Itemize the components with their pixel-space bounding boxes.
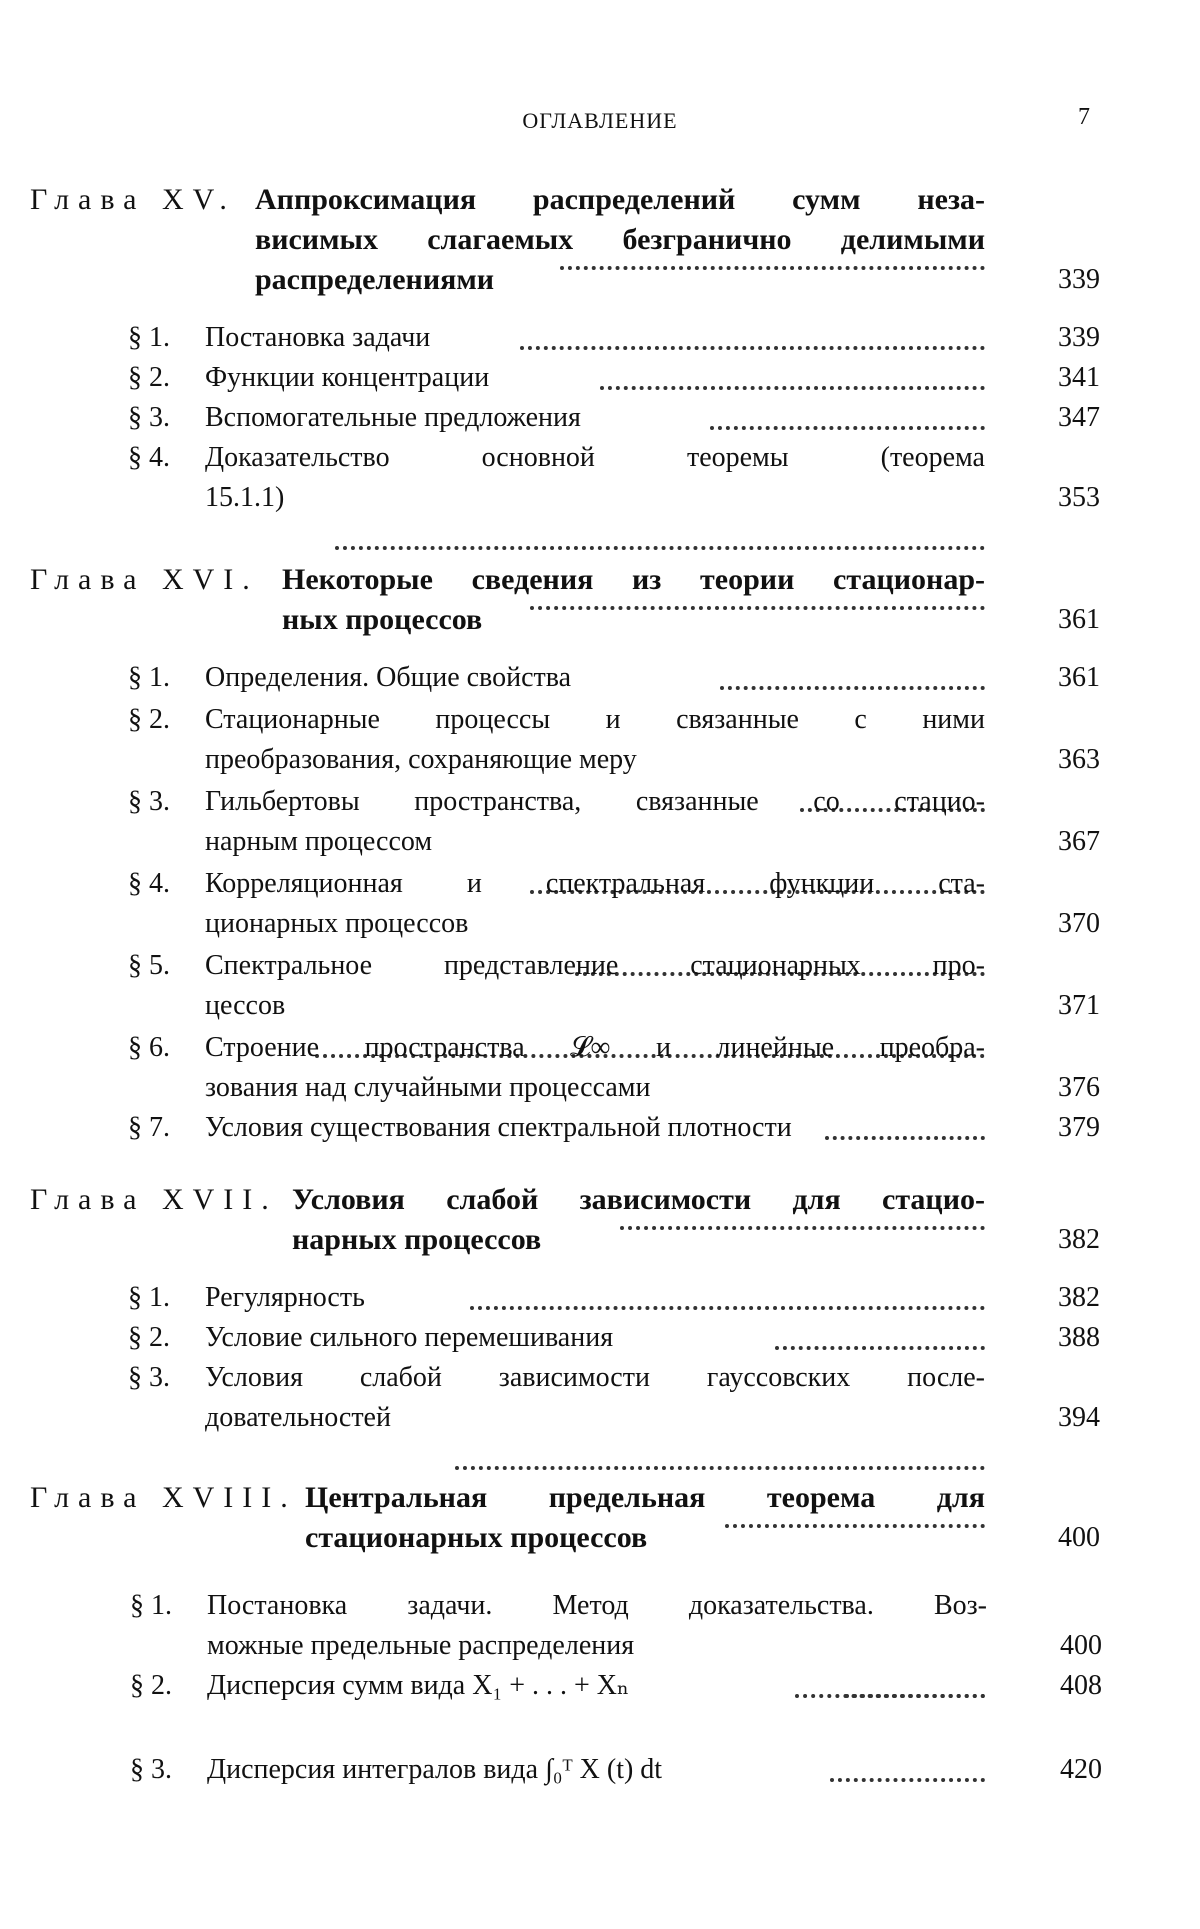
- dot-leader: [830, 1772, 985, 1782]
- toc-section: [0, 1278, 1200, 1318]
- dot-leader: [560, 260, 985, 270]
- chapter-xviii: [0, 1478, 1200, 1558]
- chapter-heading: [0, 560, 1200, 640]
- page-ref: 394: [1058, 1402, 1100, 1433]
- dot-leader: [470, 1300, 985, 1310]
- chapter-heading: [0, 1478, 1200, 1558]
- section-number: § 2.: [130, 1670, 172, 1701]
- section-title: Регулярность: [205, 1282, 365, 1313]
- section-number: § 5.: [128, 950, 170, 981]
- section-title-line: зования над случайными процессами: [205, 1072, 651, 1103]
- toc-section: [0, 1358, 1200, 1438]
- page-ref: 408: [1060, 1670, 1102, 1701]
- chapter-title-line: висимых слагаемых безгранично делимыми: [255, 223, 985, 256]
- toc-section: [0, 946, 1200, 1026]
- section-title: Условия существования спектральной плотности: [205, 1112, 792, 1143]
- toc-section: [0, 700, 1200, 780]
- dot-leader: [775, 1340, 985, 1350]
- section-number: § 7.: [128, 1112, 170, 1143]
- section-number: § 3.: [128, 786, 170, 817]
- toc-section: [0, 1750, 1200, 1790]
- section-title: Постановка задачи: [205, 322, 431, 353]
- section-title-line: преобразования, сохраняющие меру: [205, 744, 637, 775]
- section-number: § 1.: [128, 662, 170, 693]
- dot-leader: [725, 1518, 985, 1528]
- dot-leader: [710, 420, 985, 430]
- toc-section: [0, 1586, 1200, 1666]
- section-number: § 1.: [128, 1282, 170, 1313]
- chapter-heading: [0, 180, 1200, 300]
- page-ref: 347: [1058, 402, 1100, 433]
- chapter-xvii: [0, 1180, 1200, 1260]
- dot-leader: [335, 540, 985, 550]
- section-number: § 1.: [130, 1590, 172, 1621]
- section-number: § 2.: [128, 362, 170, 393]
- toc-section: [0, 1318, 1200, 1358]
- page-ref: 367: [1058, 826, 1100, 857]
- section-number: § 2.: [128, 704, 170, 735]
- section-title-line: Гильбертовы пространства, связанные со стацио-: [205, 786, 985, 817]
- section-title-line: 15.1.1): [205, 482, 285, 513]
- dot-leader: [620, 1220, 985, 1230]
- toc-section: [0, 658, 1200, 698]
- toc-section: [0, 398, 1200, 438]
- chapter-title-line: нарных процессов: [292, 1223, 542, 1256]
- section-title math-line: Дисперсия сумм вида X₁ + . . . + Xₙ: [207, 1670, 630, 1701]
- toc-section: [0, 1028, 1200, 1108]
- page-ref: 361: [1058, 604, 1100, 635]
- page-number: 7: [1078, 104, 1090, 130]
- section-title: Условие сильного перемешивания: [205, 1322, 614, 1353]
- dot-leader: [530, 600, 985, 610]
- chapter-title-line: Аппроксимация распределений сумм неза-: [255, 183, 985, 216]
- dot-leader: [455, 1460, 985, 1470]
- page-ref: 382: [1058, 1282, 1100, 1313]
- section-number: § 6.: [128, 1032, 170, 1063]
- toc-section: [0, 438, 1200, 518]
- dot-leader: [600, 380, 985, 390]
- section-title-line: Стационарные процессы и связанные с ними: [205, 704, 985, 735]
- section-title-line: Постановка задачи. Метод доказательства. Воз-: [207, 1590, 987, 1621]
- section-title-line: Корреляционная и спектральная функции ста-: [205, 868, 985, 899]
- toc-section: [0, 358, 1200, 398]
- section-title: Определения. Общие свойства: [205, 662, 572, 693]
- page-ref: 400: [1060, 1630, 1102, 1661]
- chapter-label: Глава XV.: [30, 183, 236, 216]
- chapter-title-line: Условия слабой зависимости для стацио-: [292, 1183, 985, 1216]
- chapter-title-line: Центральная предельная теорема для: [305, 1481, 985, 1514]
- section-number: § 4.: [128, 442, 170, 473]
- section-title-line: Доказательство основной теоремы (теорема: [205, 442, 985, 473]
- section-title-line: Строение пространства 𝓛∞ и линейные преобра-: [205, 1032, 985, 1063]
- dot-leader: [520, 340, 985, 350]
- page-ref: 388: [1058, 1322, 1100, 1353]
- page-ref: 379: [1058, 1112, 1100, 1143]
- section-title: Вспомогательные предложения: [205, 402, 581, 433]
- toc-section: [0, 864, 1200, 944]
- toc-section: [0, 782, 1200, 862]
- dot-leader: [845, 1688, 985, 1698]
- section-title-line: ционарных процессов: [205, 908, 469, 939]
- section-title-line: нарным процессом: [205, 826, 433, 857]
- section-number: § 3.: [130, 1754, 172, 1785]
- section-title-line: цессов: [205, 990, 286, 1021]
- section-title-line: Условия слабой зависимости гауссовских после-: [205, 1362, 985, 1393]
- section-number: § 3.: [128, 1362, 170, 1393]
- chapter-label: Глава XVII.: [30, 1183, 278, 1216]
- toc-section: [0, 318, 1200, 358]
- section-title-line: довательностей: [205, 1402, 391, 1433]
- chapter-title-line: ных процессов: [282, 603, 483, 636]
- chapter-xvi: [0, 560, 1200, 640]
- section-number: § 4.: [128, 868, 170, 899]
- section-number: § 3.: [128, 402, 170, 433]
- chapter-label: Глава XVIII.: [30, 1481, 297, 1514]
- toc-section: [0, 1666, 1200, 1706]
- section-title-line: Спектральное представление стационарных про-: [205, 950, 985, 981]
- page-ref: 363: [1058, 744, 1100, 775]
- page-ref: 353: [1058, 482, 1100, 513]
- page-ref: 339: [1058, 264, 1100, 295]
- page-ref: 400: [1058, 1522, 1100, 1553]
- dot-leader: [720, 680, 985, 690]
- page-header: [0, 104, 1200, 138]
- chapter-title-line: стационарных процессов: [305, 1521, 648, 1554]
- chapter-title-line: Некоторые сведения из теории стационар-: [282, 563, 985, 596]
- chapter-xv: [0, 180, 1200, 300]
- page-ref: 382: [1058, 1224, 1100, 1255]
- section-number: § 2.: [128, 1322, 170, 1353]
- page-ref: 341: [1058, 362, 1100, 393]
- page-ref: 339: [1058, 322, 1100, 353]
- page-ref: 371: [1058, 990, 1100, 1021]
- section-title: Функции концентрации: [205, 362, 490, 393]
- section-title: Дисперсия интегралов вида ∫₀ᵀ X (t) dt: [207, 1754, 663, 1785]
- chapter-label: Глава XVI.: [30, 563, 259, 596]
- section-number: § 1.: [128, 322, 170, 353]
- page-ref: 370: [1058, 908, 1100, 939]
- page-ref: 361: [1058, 662, 1100, 693]
- chapter-title-line: распределениями: [255, 263, 495, 296]
- page-ref: 420: [1060, 1754, 1102, 1785]
- running-title: ОГЛАВЛЕНИЕ: [522, 108, 678, 133]
- toc-section: [0, 1108, 1200, 1148]
- page-ref: 376: [1058, 1072, 1100, 1103]
- chapter-heading: [0, 1180, 1200, 1260]
- section-title-line: можные предельные распределения: [207, 1630, 635, 1661]
